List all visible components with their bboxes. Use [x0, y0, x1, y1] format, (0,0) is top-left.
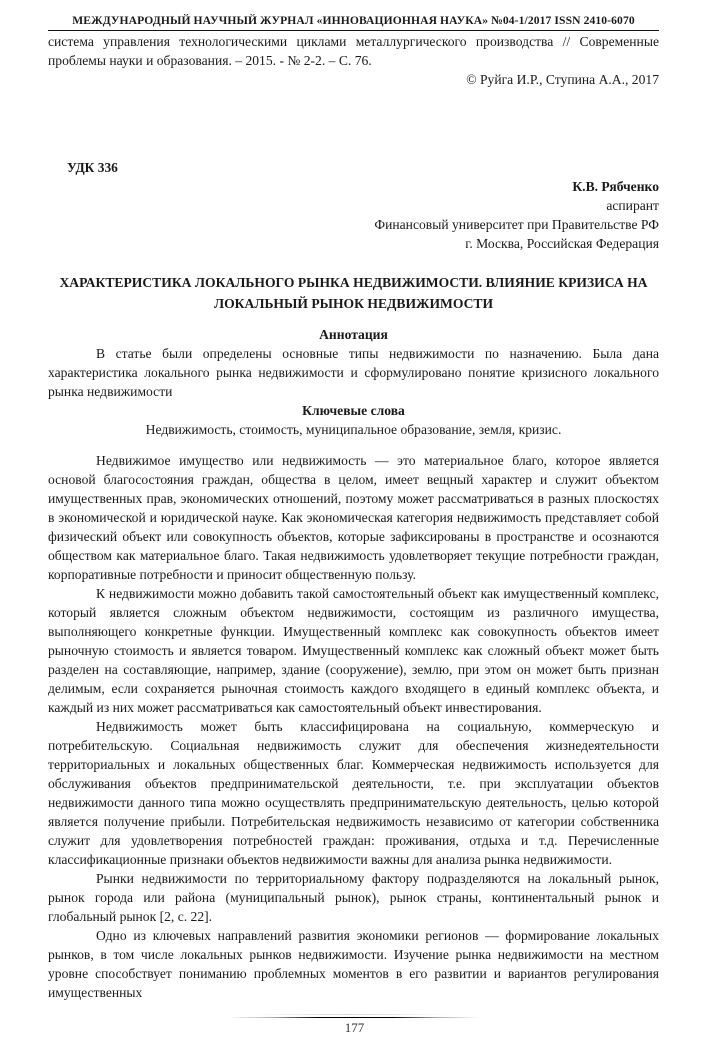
footer-divider [230, 1017, 480, 1018]
previous-reference-tail: система управления технологическими циклами металлургического производства // Современные проблемы науки и образования. – 2015. - № 2-2. – С. 76. [48, 34, 659, 68]
body-paragraph: Недвижимое имущество или недвижимость — это материальное благо, которое является основой благосостояния граждан, общества в целом, имеет вещный характер и служит объектом имущественных прав, экономических отношений, поэтому может рассматриваться в разных плоскостях в экономической и юридической науке. Как экономическая категория недвижимость представляет собой физический объект или совокупность объектов, которые зафиксированы в пространстве и осознаются обществом как материальное благо. Такая недвижимость удовлетворяет текущие потребности граждан, корпоративные потребности и приносит общественную пользу. [48, 453, 659, 582]
page-number: 177 [344, 1020, 365, 1035]
article-body [48, 451, 659, 1002]
page-footer [0, 1014, 709, 1054]
page [48, 0, 659, 1002]
udk-code: УДК 336 [67, 160, 118, 175]
abstract-heading: Аннотация [319, 327, 388, 342]
body-paragraph: К недвижимости можно добавить такой самостоятельный объект как имущественный комплекс, который является сложным объектом недвижимости, состоящим из различного имущества, выполняющего конкретные функции. Имущественный комплекс как совокупность объектов имеет рыночную стоимость и является товаром. Имущественный комплекс как сложный объект может быть разделен на составляющие, например, здание (сооружение), землю, при этом он может быть признан делимым, если сохраняется рыночная стоимость каждого входящего в единый комплекс объекта, и каждый из них может рассматриваться как самостоятельный объект инвестирования. [48, 586, 659, 715]
previous-article-copyright: © Руйга И.Р., Ступина А.А., 2017 [466, 72, 659, 87]
keywords-heading: Ключевые слова [302, 403, 405, 418]
author-position: аспирант [606, 198, 659, 213]
footer-divider-shadow [250, 1014, 450, 1015]
author-affiliation: Финансовый университет при Правительстве РФ [374, 217, 659, 232]
journal-header: МЕЖДУНАРОДНЫЙ НАУЧНЫЙ ЖУРНАЛ «ИННОВАЦИОННАЯ НАУКА» №04-1/2017 ISSN 2410-6070 [48, 14, 659, 31]
keywords-text: Недвижимость, стоимость, муниципальное образование, земля, кризис. [145, 422, 562, 437]
body-paragraph: Одно из ключевых направлений развития экономики регионов — формирование локальных рынков, в том числе локальных рынков недвижимости. Изучение рынка недвижимости на местном уровне способствует пониманию проблемных моментов в его развитии и вариантов регулирования имущественных [48, 928, 659, 1000]
abstract-text: В статье были определены основные типы недвижимости по назначению. Была дана характеристика локального рынка недвижимости и сформулировано понятие кризисного локального рынка недвижимости [48, 346, 659, 399]
author-block [48, 177, 659, 253]
author-name: К.В. Рябченко [572, 179, 659, 194]
article-title: ХАРАКТЕРИСТИКА ЛОКАЛЬНОГО РЫНКА НЕДВИЖИМОСТИ. ВЛИЯНИЕ КРИЗИСА НА ЛОКАЛЬНЫЙ РЫНОК НЕДВИЖИМОСТИ [59, 275, 648, 311]
author-location: г. Москва, Российская Федерация [465, 236, 659, 251]
body-paragraph: Рынки недвижимости по территориальному фактору подразделяются на локальный рынок, рынок города или района (муниципальный рынок), рынок страны, континентальный рынок и глобальный рынок [2, с. 22]. [48, 871, 659, 924]
body-paragraph: Недвижимость может быть классифицирована на социальную, коммерческую и потребительскую. Социальная недвижимость служит для обеспечения жизнедеятельности территориальных и локальных общественных благ. Коммерческая недвижимость используется для обслуживания объектов предпринимательской деятельности, т.е. при эксплуатации объектов недвижимости данного типа можно осуществлять предпринимательскую деятельность, целью которой является получение прибыли. Потребительская недвижимость независимо от категории собственника служит для удовлетворения потребностей граждан: проживания, отдыха и т.д. Перечисленные классификационные признаки объектов недвижимости важны для анализа рынка недвижимости. [48, 719, 659, 867]
